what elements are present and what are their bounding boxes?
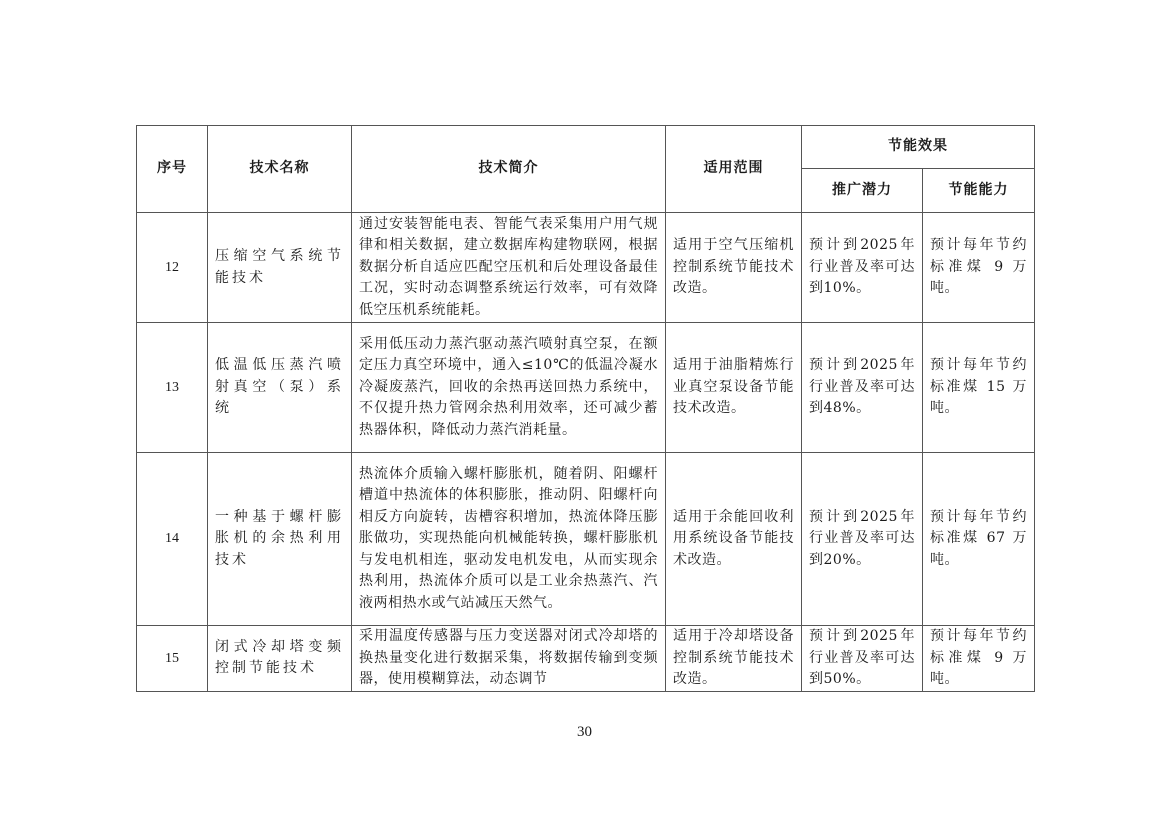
row-index: 14 — [137, 453, 208, 626]
row-index: 13 — [137, 323, 208, 453]
row-capacity: 预计每年节约标准煤 67 万吨。 — [923, 453, 1035, 626]
row-description: 采用温度传感器与压力变送器对闭式冷却塔的换热量变化进行数据采集，将数据传输到变频器，使用模糊算法，动态调节 — [352, 626, 666, 692]
row-name: 闭式冷却塔变频控制节能技术 — [208, 626, 352, 692]
table-row — [137, 453, 1035, 626]
header-description: 技术简介 — [352, 126, 666, 213]
row-name: 一种基于螺杆膨胀机的余热利用技术 — [208, 453, 352, 626]
table-row — [137, 323, 1035, 453]
row-scope: 适用于冷却塔设备控制系统节能技术改造。 — [666, 626, 802, 692]
row-potential: 预计到2025年行业普及率可达到10%。 — [802, 213, 923, 323]
table-row — [137, 626, 1035, 692]
row-potential: 预计到2025年行业普及率可达到50%。 — [802, 626, 923, 692]
energy-saving-technology-table — [136, 125, 1035, 692]
row-capacity: 预计每年节约标准煤 9 万吨。 — [923, 213, 1035, 323]
header-scope: 适用范围 — [666, 126, 802, 213]
row-index: 12 — [137, 213, 208, 323]
row-scope: 适用于余能回收利用系统设备节能技术改造。 — [666, 453, 802, 626]
header-effect-group: 节能效果 — [802, 126, 1035, 169]
row-potential: 预计到2025年行业普及率可达到20%。 — [802, 453, 923, 626]
header-name: 技术名称 — [208, 126, 352, 213]
header-index: 序号 — [137, 126, 208, 213]
page-number: 30 — [577, 724, 592, 740]
header-capacity: 节能能力 — [923, 169, 1035, 213]
row-scope: 适用于油脂精炼行业真空泵设备节能技术改造。 — [666, 323, 802, 453]
row-name: 低温低压蒸汽喷射真空（泵）系统 — [208, 323, 352, 453]
row-scope: 适用于空气压缩机控制系统节能技术改造。 — [666, 213, 802, 323]
row-description: 通过安装智能电表、智能气表采集用户用气规律和相关数据，建立数据库构建物联网，根据数据分析自适应匹配空压机和后处理设备最佳工况，实时动态调整系统运行效率，可有效降低空压机系统能耗。 — [352, 213, 666, 323]
row-capacity: 预计每年节约标准煤 9 万吨。 — [923, 626, 1035, 692]
row-description: 热流体介质输入螺杆膨胀机，随着阴、阳螺杆槽道中热流体的体积膨胀，推动阴、阳螺杆向相反方向旋转，齿槽容积增加，热流体降压膨胀做功，实现热能向机械能转换，螺杆膨胀机与发电机相连，驱动发电机发电，从而实现余热利用，热流体介质可以是工业余热蒸汽、汽液两相热水或气站减压天然气。 — [352, 453, 666, 626]
table-row — [137, 213, 1035, 323]
header-potential: 推广潜力 — [802, 169, 923, 213]
row-capacity: 预计每年节约标准煤 15 万吨。 — [923, 323, 1035, 453]
row-name: 压缩空气系统节能技术 — [208, 213, 352, 323]
row-index: 15 — [137, 626, 208, 692]
row-potential: 预计到2025年行业普及率可达到48%。 — [802, 323, 923, 453]
row-description: 采用低压动力蒸汽驱动蒸汽喷射真空泵，在额定压力真空环境中，通入≤10℃的低温冷凝水冷凝废蒸汽，回收的余热再送回热力系统中，不仅提升热力管网余热利用效率，还可减少蓄热器体积，降低动力蒸汽消耗量。 — [352, 323, 666, 453]
